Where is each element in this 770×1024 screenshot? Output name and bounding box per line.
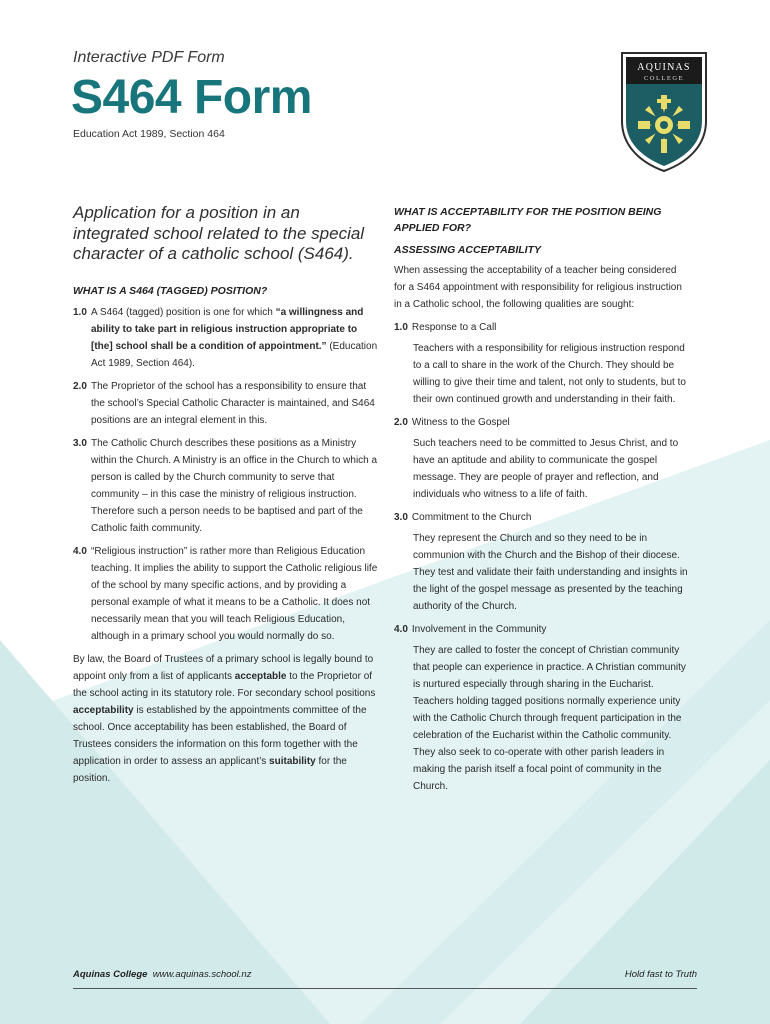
- quality-item: [394, 509, 689, 615]
- closing-text: By law, the Board of Trustees of a primary school is legally bound to appoint only from a list of applicants: [73, 653, 374, 682]
- list-item: [73, 304, 378, 372]
- quality-title: Commitment to the Church: [411, 512, 532, 523]
- footer-motto: Hold fast to Truth: [624, 969, 697, 980]
- footer-org-name: Aquinas College: [73, 969, 148, 980]
- quality-text: Such teachers need to be committed to Jesus Christ, and to have an aptitude and ability to communicate the gospel message. They are people of prayer and reflection, and individuals who witness to a life of faith.: [413, 438, 679, 500]
- footer-divider: [73, 988, 697, 989]
- quality-text: Teachers with a responsibility for religious instruction respond to a call to share in the work of the Church. They should be willing to give their time and talent, not only to students, but to their own continued growth and understanding in their faith.: [413, 343, 686, 405]
- list-item: [73, 543, 378, 645]
- quality-item: [394, 319, 689, 408]
- closing-bold-term: acceptable: [234, 670, 287, 682]
- application-intro-title: Application for a position in an integrated school related to the special character of a catholic school (S464).: [73, 203, 365, 263]
- closing-text: is established by the appointments committee of the school. Once acceptability has been established, the Board of Trustees considers the information on this form together with the application in order to assess an applicant’s: [73, 704, 367, 767]
- list-item: [73, 435, 378, 537]
- item-text: The Proprietor of the school has a responsibility to ensure that the school’s Special Catholic Character is maintained, and S464 positions are an integral element in this.: [91, 380, 375, 426]
- quality-title: Response to a Call: [411, 322, 497, 333]
- closing-bold-term: acceptability: [73, 704, 134, 716]
- item-number: 1.0: [394, 322, 408, 333]
- quality-title: Involvement in the Community: [411, 624, 547, 635]
- item-number: 4.0: [394, 624, 408, 635]
- closing-text: to the Proprietor of the school acting in its statutory role. For secondary school positions: [73, 670, 376, 699]
- closing-paragraph: [73, 651, 378, 787]
- college-crest-logo: [620, 51, 708, 173]
- crest-name-line2: COLLEGE: [643, 75, 685, 82]
- section-heading-assessing: ASSESSING ACCEPTABILITY: [394, 244, 542, 256]
- item-text: “Religious instruction” is rather more than Religious Education teaching. It implies the ability to support the Catholic religious life of the school by many specific actions, and by providing a personal example of what it means to be a Catholic. It does not necessarily mean that you will teach Religious Education, although in a primary school you would normally do so.: [91, 545, 378, 642]
- page-title: S464 Form: [71, 71, 312, 124]
- footer-org: [73, 969, 251, 980]
- quality-text: They represent the Church and so they need to be in communion with the Church and the Bishop of their diocese. They test and validate their faith understanding and insights in the light of the gospel message as presented by the teaching authority of the Church.: [413, 533, 688, 612]
- left-column: [73, 203, 378, 787]
- closing-bold-term: suitability: [269, 755, 316, 767]
- quality-title: Witness to the Gospel: [411, 417, 510, 428]
- item-text: The Catholic Church describes these positions as a Ministry within the Church. A Ministry is an office in the Church to which a person is called by the Church community to serve that community – in this case the ministry of religious instruction. Therefore such a person needs to be baptised and part of the Catholic faith community.: [91, 437, 378, 534]
- quality-item: [394, 621, 689, 795]
- item-number: 2.0: [73, 380, 87, 392]
- closing-text: for the position.: [73, 755, 347, 784]
- item-number: 3.0: [394, 512, 408, 523]
- item-text: A S464 (tagged) position is one for which: [91, 306, 276, 318]
- item-number: 3.0: [73, 437, 87, 449]
- list-item: [73, 378, 378, 429]
- right-column: [394, 204, 689, 801]
- crest-name-line1: AQUINAS: [637, 62, 691, 73]
- quality-item: [394, 414, 689, 503]
- item-text-bold: “a willingness and ability to take part in religious instruction appropriate to [the] school shall be a condition of appointment.”: [91, 306, 364, 352]
- legislation-reference: Education Act 1989, Section 464: [73, 128, 225, 140]
- item-number: 4.0: [73, 545, 87, 557]
- item-number: 2.0: [394, 417, 408, 428]
- form-kicker: Interactive PDF Form: [73, 49, 225, 66]
- section-heading-acceptability: WHAT IS ACCEPTABILITY FOR THE POSITION BEING APPLIED FOR?: [394, 206, 662, 234]
- item-text: (Education Act 1989, Section 464).: [91, 340, 378, 369]
- section-heading-tagged-position: WHAT IS A S464 (TAGGED) POSITION?: [73, 284, 268, 297]
- assessing-intro: When assessing the acceptability of a teacher being considered for a S464 appointment with responsibility for religious instruction in a Catholic school, the following qualities are sought:: [394, 265, 682, 310]
- footer-website-link[interactable]: www.aquinas.school.nz: [152, 969, 252, 980]
- quality-text: They are called to foster the concept of Christian community that people can experience in practice. A Christian community is nurtured especially through sharing in the Eucharist. Teachers holding tagged positions normally experience unity with the Catholic Church through frequent participation in the celebration of the Eucharist within the Catholic community. They also seek to co-operate with other parish leaders in making the parish itself a focal point of community in the Church.: [413, 645, 686, 792]
- item-number: 1.0: [73, 306, 87, 318]
